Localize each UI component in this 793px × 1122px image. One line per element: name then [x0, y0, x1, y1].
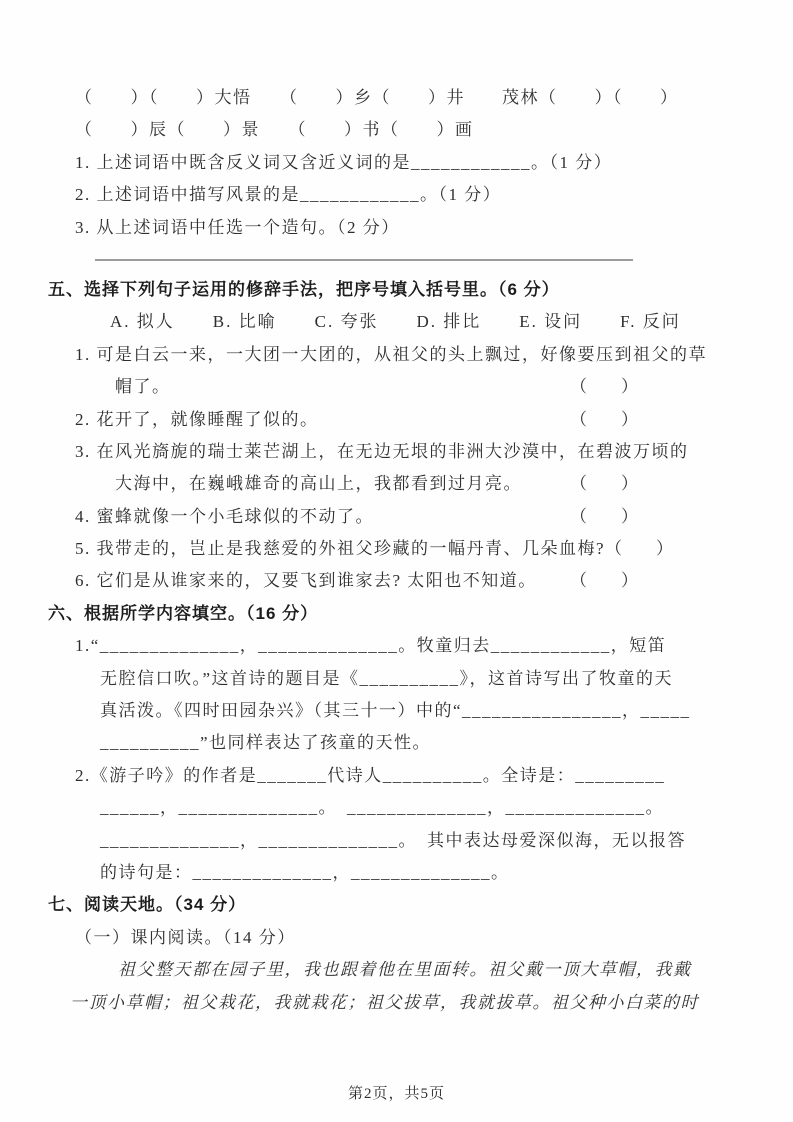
section6-q1-line2: 无腔信口吹。”这首诗的题目是《__________》，这首诗写出了牧童的天: [100, 668, 674, 688]
section6-q2-line2: ______，______________。 ______________，______________。: [100, 798, 664, 818]
section6-q1-line1: 1.“______________，______________。牧童归去____________，短笛: [75, 636, 667, 656]
answer-bracket: （ ）: [570, 506, 638, 526]
section7-subheading: （一）课内阅读。（14 分）: [75, 927, 296, 947]
section5-q3-line1: 3. 在风光旖旎的瑞士莱芒湖上，在无边无垠的非洲大沙漠中，在碧波万顷的: [75, 441, 689, 461]
answer-bracket: （ ）: [570, 409, 638, 429]
word-blank-row-2: （ ）辰（ ）景 （ ）书（ ）画: [75, 120, 474, 140]
section6-q2-line3: ______________，______________。 其中表达母爱深似海，无以报答: [100, 830, 686, 850]
reading-passage-line2: 一顶小草帽；祖父栽花，我就栽花；祖父拔草，我就拔草。祖父种小白菜的时: [70, 992, 699, 1012]
page-number-footer: 第2页，共5页: [347, 1086, 445, 1102]
section6-q1-line3: 真活泼。《四时田园杂兴》（其三十一）中的“________________，_____: [100, 701, 691, 721]
question-text: 5. 我带走的，岂止是我慈爱的外祖父珍藏的一幅丹青、几朵血梅?: [75, 539, 606, 559]
section6-q2-line1: 2.《游子吟》的作者是_______代诗人__________。全诗是：_________: [75, 765, 666, 785]
question-text: 6. 它们是从谁家来的，又要飞到谁家去? 太阳也不知道。: [75, 571, 537, 591]
question-text: 2. 花开了，就像睡醒了似的。: [75, 409, 319, 429]
section4-question-1: 1. 上述词语中既含反义词又含近义词的是____________。（1 分）: [75, 152, 613, 172]
reading-passage-line1: 祖父整天都在园子里，我也跟着他在里面转。祖父戴一顶大草帽，我戴: [118, 960, 692, 980]
answer-bracket: （ ）: [605, 539, 674, 559]
question-text: 大海中，在巍峨雄奇的高山上，我都看到过月亮。: [115, 474, 522, 494]
section5-q1-line2: [60, 371, 733, 403]
section5-q5: [60, 533, 733, 565]
answer-bracket: （ ）: [570, 377, 638, 397]
answer-bracket: （ ）: [570, 474, 638, 494]
section5-q2: [60, 404, 733, 436]
section4-question-3: 3. 从上述词语中任选一个造句。（2 分）: [75, 217, 400, 237]
question-text: 4. 蜜蜂就像一个小毛球似的不动了。: [75, 506, 374, 526]
section6-q1-line4: __________”也同样表达了孩童的天性。: [100, 733, 432, 753]
section5-q3-line2: [60, 468, 733, 500]
section-divider: [95, 259, 633, 261]
answer-bracket: （ ）: [570, 571, 638, 591]
section6-q2-line4: 的诗句是：______________，______________。: [100, 862, 510, 882]
word-blank-row-1: （ ）（ ）大悟 （ ）乡（ ）井 茂林（ ）（ ）: [75, 88, 679, 107]
page-content: [48, 82, 733, 1019]
question-text: 帽了。: [115, 377, 171, 397]
section5-option-list: A. 拟人 B. 比喻 C. 夸张 D. 排比 E. 设问 F. 反问: [110, 312, 681, 332]
section7-heading: 七、阅读天地。（34 分）: [48, 895, 247, 915]
section6-heading: 六、根据所学内容填空。（16 分）: [48, 603, 319, 623]
section5-q4: [60, 501, 733, 533]
section5-q1-line1: 1. 可是白云一来，一大团一大团的，从祖父的头上飘过，好像要压到祖父的草: [75, 344, 707, 364]
section5-q6: [60, 565, 733, 597]
section4-question-2: 2. 上述词语中描写风景的是____________。（1 分）: [75, 185, 502, 205]
section5-heading: 五、选择下列句子运用的修辞手法，把序号填入括号里。（6 分）: [48, 279, 560, 299]
